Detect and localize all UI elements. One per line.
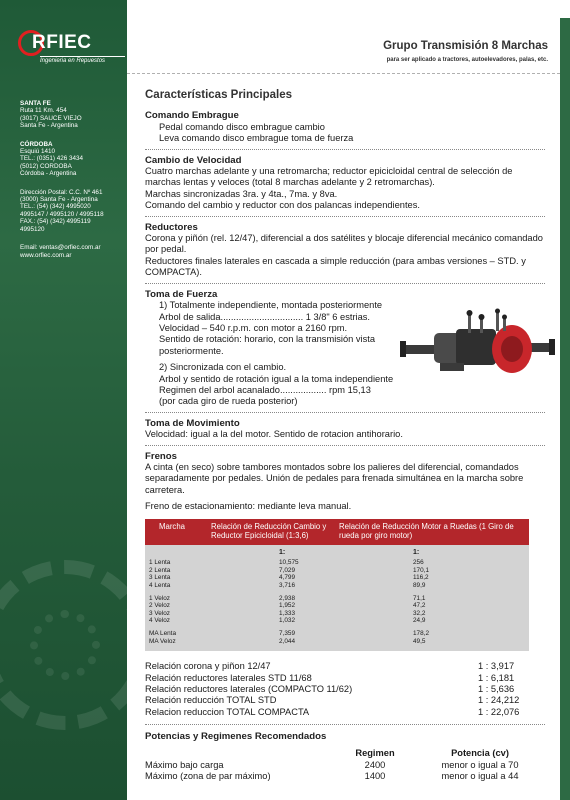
list-item: Relación reducción TOTAL STD 1 : 24,212	[145, 695, 520, 706]
frenos-title: Frenos	[145, 450, 177, 462]
freno-estacionamiento: Freno de estacionamiento: mediante leva manual.	[145, 501, 352, 512]
cambio-line: marchas lentas y veloces (total 8 marchas adelante y 2 retromarchas).	[145, 177, 435, 188]
table-row: 3 Lenta 4,799 116,2	[149, 574, 429, 582]
list-item: Relación reductores laterales (COMPACTO 11/62) 1 : 5,636	[145, 683, 515, 694]
santa-fe-line: Santa Fe - Argentina	[20, 122, 78, 130]
list-item: Relación reductores laterales STD 11/68 1 : 6,181	[145, 672, 515, 683]
table-header-row	[145, 519, 529, 545]
toma-title: Toma de Fuerza	[145, 288, 218, 300]
cordoba-line: (5012) CORDOBA	[20, 162, 72, 170]
reductores-line: Corona y piñón (rel. 12/47), diferencial a dos satélites y blocaje diferencial mecánico comandado	[145, 233, 543, 244]
table-row: 4 Veloz 1,032 24,9	[149, 617, 426, 625]
toma-line: Sentido de rotación: horario, con la transmisión vista	[159, 334, 376, 345]
potencias-title: Potencias y Regimenes Recomendados	[145, 731, 327, 743]
table-row: 3 Veloz 1,333 32,2	[149, 609, 426, 617]
relaciones-list	[145, 661, 545, 718]
page-subtitle: para ser aplicado a tractores, autoelevadores, palas, etc.	[386, 57, 548, 63]
page-title: Grupo Transmisión 8 Marchas	[383, 40, 548, 52]
main-content	[145, 90, 545, 783]
potencias-table	[145, 748, 545, 782]
movimiento-title: Toma de Movimiento	[145, 417, 240, 429]
postal-line: 4995120	[20, 225, 45, 233]
cambio-line: Cuatro marchas adelante y una retromarcha; reductor epicicloidal central de selección de	[145, 166, 513, 177]
toma-line: Arbol y sentido de rotación igual a la toma independiente	[159, 373, 394, 384]
table-header: Relación de Reducción Cambio y Reductor Epicicloidal (1:3,6)	[211, 521, 327, 540]
gear-ratio-table	[145, 519, 529, 652]
potencias-section	[145, 724, 545, 783]
toma-line: Velocidad – 540 r.p.m. con motor a 2160 rpm.	[159, 322, 348, 333]
reductores-line: Reductores finales laterales en cascada a simple reducción (para ambas versiones – STD. y	[145, 255, 526, 266]
logo-tagline: Ingenieria en Repuestos	[40, 56, 125, 64]
reductores-section	[145, 222, 545, 284]
table-row: 1 Veloz 2,938 71,1	[149, 594, 426, 602]
table-cell: menor o igual a 70	[441, 759, 519, 770]
header-divider	[127, 68, 560, 74]
table-row: 2 Veloz 1,952 47,2	[149, 602, 426, 610]
toma-line: Regimen del arbol acanalado.................. rpm 15,13	[159, 384, 371, 395]
reductores-title: Reductores	[145, 221, 198, 233]
comando-section	[145, 110, 545, 149]
table-header: Marcha	[159, 521, 185, 531]
company-logo	[10, 18, 120, 68]
toma-line: Arbol de salida................................ 1 3/8" 6 estrias.	[159, 311, 371, 322]
cambio-section	[145, 155, 545, 217]
cordoba-heading: CÓRDOBA	[20, 140, 53, 148]
santa-fe-line: Ruta 11 Km. 454	[20, 107, 67, 115]
postal-line: Dirección Postal: C.C. Nº 461	[20, 188, 103, 196]
table-row: MA Veloz 2,044 49,5	[149, 637, 426, 645]
santa-fe-heading: SANTA FE	[20, 100, 51, 107]
table-row: 1: 1:	[279, 548, 420, 556]
gear-watermark-icon	[30, 610, 100, 680]
toma-line: posteriormente.	[159, 345, 224, 356]
comando-line: Leva comando disco embrague toma de fuerza	[159, 133, 354, 144]
movimiento-line: Velocidad: igual a la del motor. Sentido de rotacion antihorario.	[145, 429, 403, 440]
table-row: MA Lenta 7,359 178,2	[149, 629, 429, 637]
table-cell: 2400	[364, 759, 386, 770]
comando-line: Pedal comando disco embrague cambio	[159, 121, 325, 132]
table-row: 1 Lenta 10,575 256	[149, 559, 424, 567]
reductores-line: por pedal.	[145, 244, 187, 255]
transmission-axle-photo	[400, 307, 555, 387]
list-item: Relacion reduccion TOTAL COMPACTA 1 : 22,076	[145, 706, 520, 717]
table-cell: Máximo bajo carga	[145, 759, 224, 770]
frenos-section	[145, 451, 545, 513]
toma-line: (por cada giro de rueda posterior)	[159, 396, 298, 407]
table-cell: menor o igual a 44	[441, 771, 519, 782]
movimiento-section	[145, 418, 545, 446]
cambio-title: Cambio de Velocidad	[145, 154, 242, 166]
cambio-line: Comando del cambio y reductor con dos palancas independientes.	[145, 200, 420, 211]
right-edge-strip	[560, 0, 570, 800]
postal-line: TEL.: (54) (342) 4995020	[20, 203, 91, 211]
website-link[interactable]: www.orfiec.com.ar	[20, 251, 72, 259]
email-link[interactable]: Email: ventas@orfiec.com.ar	[20, 244, 101, 252]
table-row: 4 Lenta 3,716 89,9	[149, 581, 426, 589]
list-item: Relación corona y piñon 12/47 1 : 3,917	[145, 661, 515, 672]
table-header: Potencia (cv)	[451, 748, 509, 759]
toma-line: 1) Totalmente independiente, montada posteriormente	[159, 300, 383, 311]
postal-line: 4995147 / 4995120 / 4995118	[20, 210, 104, 218]
cambio-line: Marchas sincronizadas 3ra. y 4ta., 7ma. y 8va.	[145, 188, 338, 199]
frenos-line: A cinta (en seco) sobre tambores montados sobre los palieres del diferencial, comandados	[145, 461, 519, 472]
postal-line: FAX.: (54) (342) 4995119	[20, 218, 91, 226]
postal-line: (3000) Santa Fe - Argentina	[20, 196, 98, 204]
table-header: Regimen	[355, 748, 395, 759]
table-cell: Máximo (zona de par máximo)	[145, 771, 271, 782]
sidebar	[0, 0, 127, 800]
table-header: Relación de Reducción Motor a Ruedas (1 Giro de rueda por giro motor)	[339, 521, 514, 540]
toma-section	[145, 289, 545, 413]
cordoba-line: Córdoba - Argentina	[20, 170, 77, 178]
table-cell: 1400	[364, 771, 386, 782]
table-row: 2 Lenta 7,029 170,1	[149, 566, 429, 574]
contact-info	[20, 100, 125, 259]
frenos-line: separadamente por pedales. Unión de pedales para frenada simultánea en la marcha sobre	[145, 473, 524, 484]
comando-title: Comando Embrague	[145, 110, 239, 122]
cordoba-line: Esquiú 1410	[20, 148, 56, 156]
cordoba-line: TEL.: (0351) 426 3434	[20, 155, 84, 163]
toma-line: 2) Sincronizada con el cambio.	[159, 362, 287, 373]
santa-fe-line: (3017) SAUCE VIEJO	[20, 114, 82, 122]
frenos-line: carretera.	[145, 484, 185, 495]
reductores-line: COMPACTA).	[145, 267, 202, 278]
logo-text: RFIEC	[32, 32, 92, 53]
section-heading: Características Principales	[145, 89, 293, 101]
